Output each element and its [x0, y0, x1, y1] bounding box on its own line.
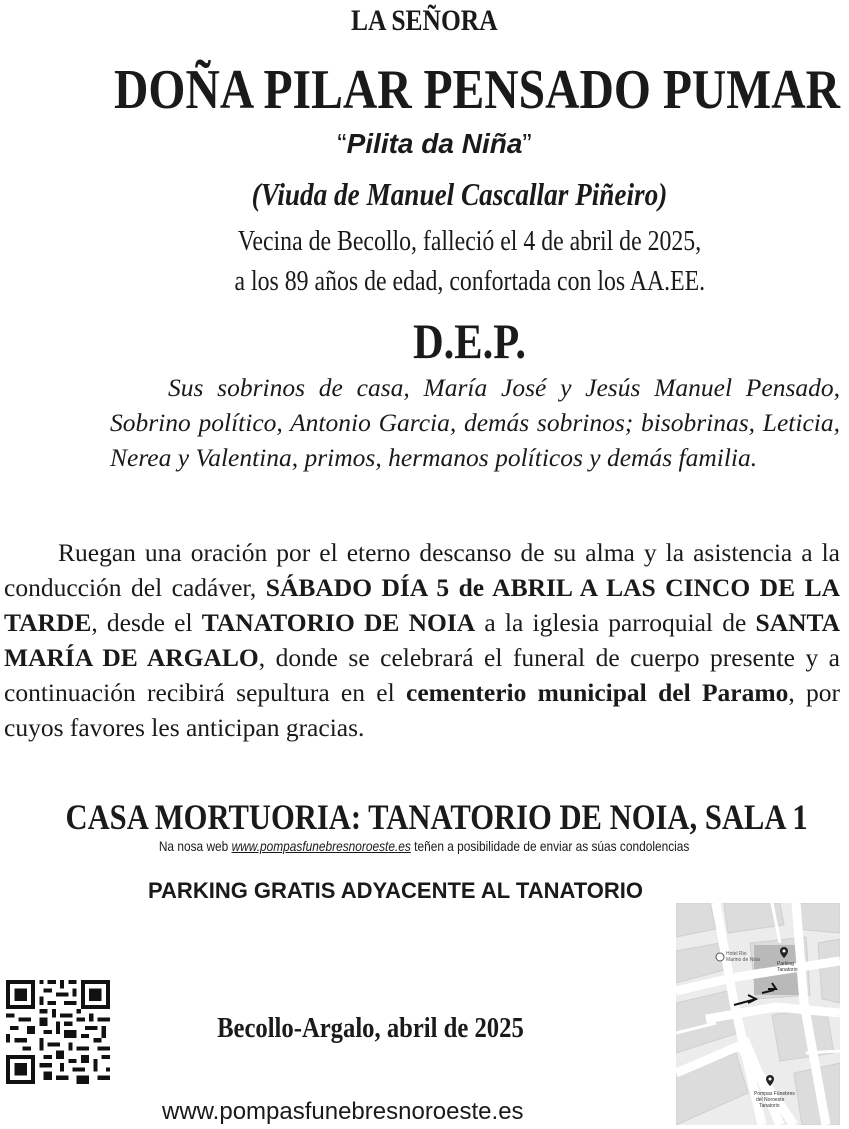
ceremony-cemetery: cementerio municipal del Paramo — [406, 678, 789, 707]
info-line-2: a los 89 años de edad, confortada con los AA.EE. — [234, 266, 705, 297]
ceremony-church: SANTA MARÍA DE ARGALO — [4, 608, 841, 672]
tanatorio-map-label-3: Tanatorio — [759, 1103, 780, 1109]
family-paragraph: Sus sobrinos de casa, María José y Jesús Manuel Pensado, Sobrino político, Antonio Garcia, demás sobrinos; bisobrinas, Leticia, Nerea y Valentina, primos, hermanos políticos y demás familia. — [110, 373, 840, 472]
header-label: LA SEÑORA — [351, 4, 498, 37]
web-note: Na nosa web www.pompasfunebresnoroeste.es teñen a posibilidade de enviar as súas condolencias — [159, 838, 690, 854]
parking-map-label-2: Tanatorio — [777, 967, 798, 973]
ceremony-paragraph: Ruegan una oración por el eterno descanso de su alma y la asistencia a la conducción del cadáver, SÁBADO DÍA 5 de ABRIL A LAS CINCO DE LA TARDE, desde el TANATORIO DE NOIA a la iglesia parroquial de SANTA MARÍA DE ARGALO, donde se celebrará el funeral de cuerpo presente y a continuación recibirá sepultura en el cementerio municipal del Paramo, por cuyos favores les anticipan gracias. — [4, 538, 841, 742]
location-map[interactable] — [676, 903, 840, 1125]
parking-label: PARKING GRATIS ADYACENTE AL TANATORIO — [148, 878, 644, 903]
deceased-name: DOÑA PILAR PENSADO PUMAR — [114, 59, 840, 121]
parking-map-label: Parking — [777, 961, 794, 967]
widow-note: (Viuda de Manuel Cascallar Piñeiro) — [251, 176, 668, 212]
info-line-1: Vecina de Becollo, falleció el 4 de abril de 2025, — [237, 226, 702, 257]
tanatorio-map-label: Pompas Fúnebres — [754, 1091, 795, 1097]
ceremony-date: SÁBADO DÍA 5 de ABRIL A LAS CINCO DE LA TARDE — [4, 573, 840, 637]
nickname: “Pilita da Niña” — [337, 128, 532, 159]
place-date: Becollo-Argalo, abril de 2025 — [217, 1012, 524, 1044]
dep-label: D.E.P. — [413, 313, 526, 369]
nickname-text: Pilita da Niña — [346, 128, 523, 159]
mortuary-label: CASA MORTUORIA: TANATORIO DE NOIA, SALA 1 — [65, 797, 808, 837]
hotel-label: Hotel Rio — [726, 951, 747, 957]
qr-code-icon[interactable] — [6, 980, 110, 1084]
web-note-link[interactable]: www.pompasfunebresnoroeste.es — [231, 838, 412, 854]
website-link[interactable]: www.pompasfunebresnoroeste.es — [162, 1098, 524, 1125]
tanatorio-map-label-2: del Noroeste — [756, 1097, 785, 1103]
hotel-label-2: Marino de Noia — [726, 957, 760, 963]
ceremony-origin: TANATORIO DE NOIA — [201, 608, 476, 637]
hotel-icon — [716, 953, 724, 961]
